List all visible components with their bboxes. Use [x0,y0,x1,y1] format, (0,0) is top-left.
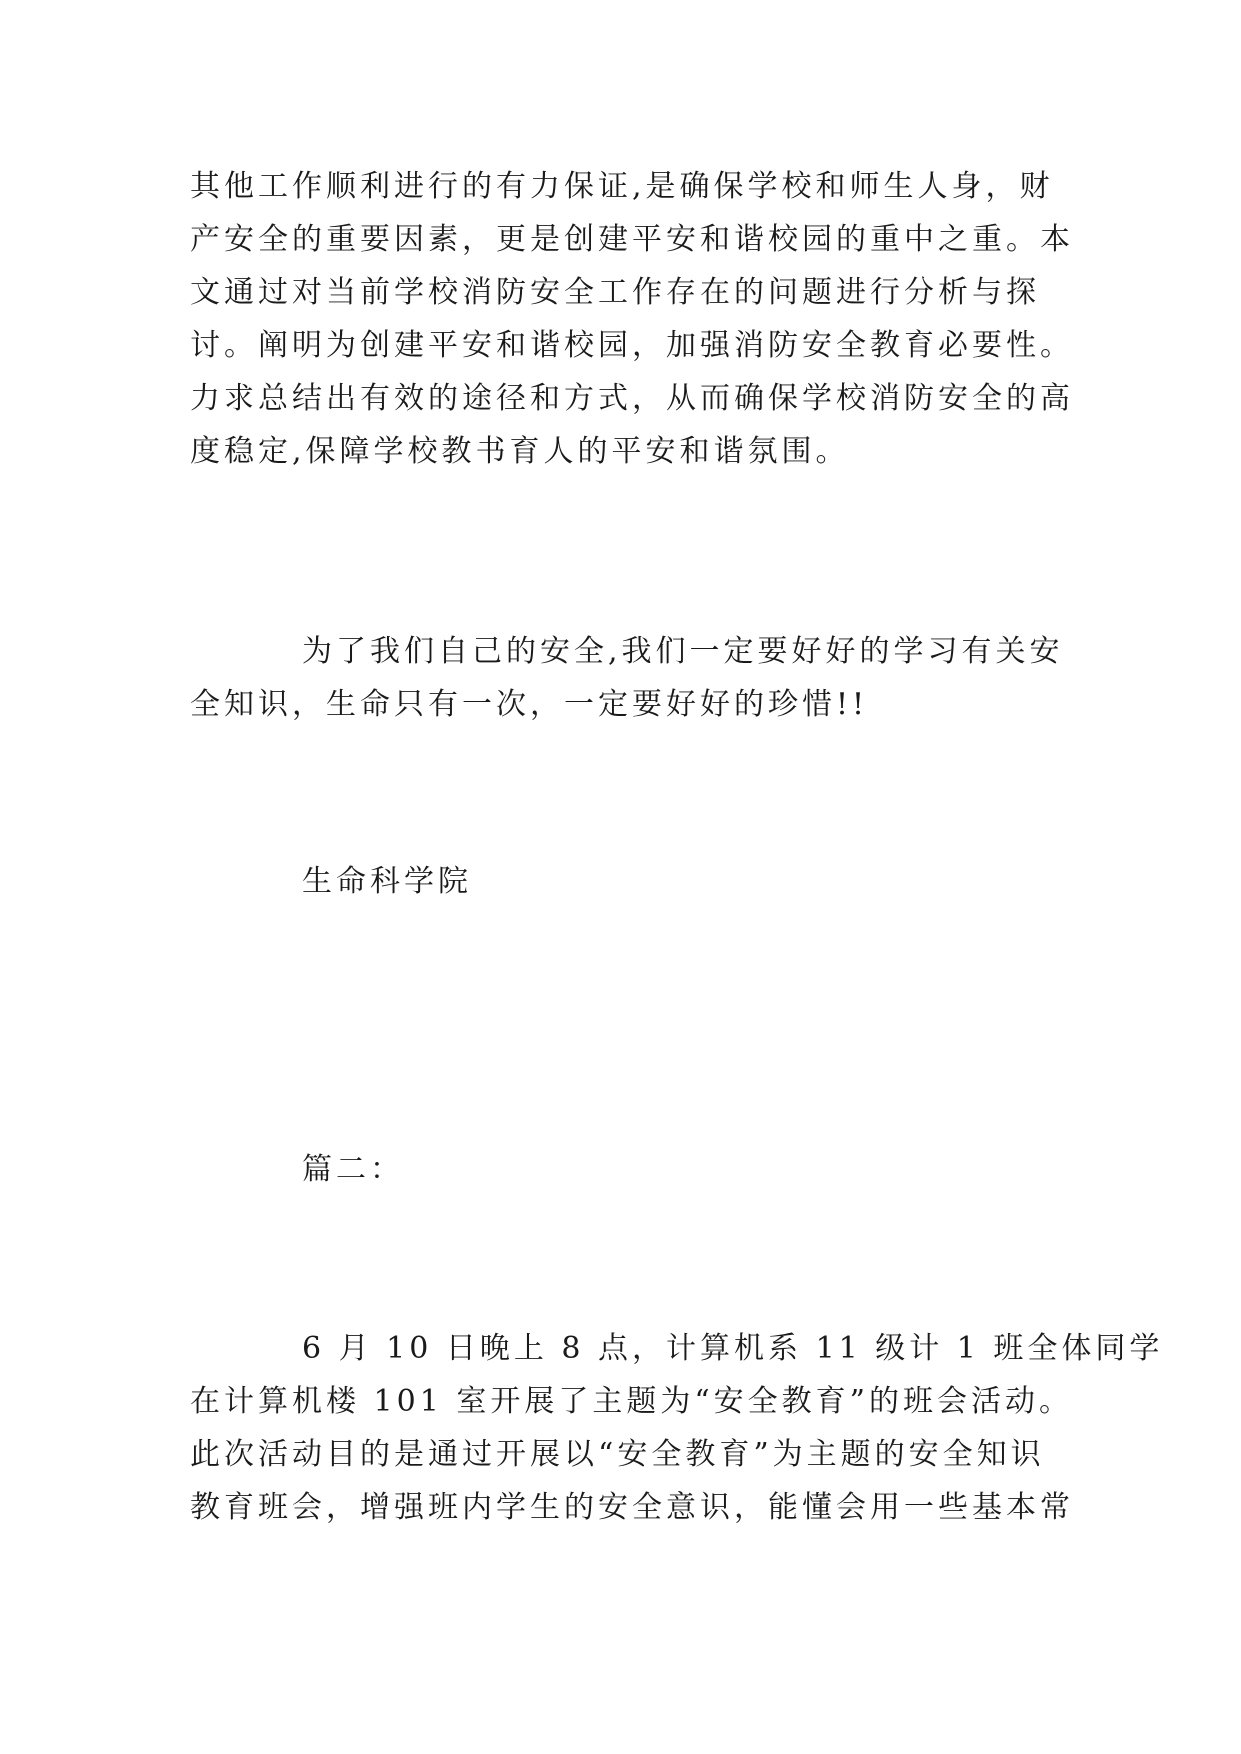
text-line: 在计算机楼 101 室开展了主题为“安全教育”的班会活动。 [190,1384,1074,1419]
body-paragraph-3 [190,1322,1164,1534]
text-line: 文通过对当前学校消防安全工作存在的问题进行分析与探 [190,275,1040,310]
text-line: 产安全的重要因素，更是创建平安和谐校园的重中之重。本 [190,222,1074,257]
signature: 生命科学院 [302,864,472,899]
text-line: 讨。阐明为创建平安和谐校园，加强消防安全教育必要性。 [190,328,1074,363]
text-line: 其他工作顺利进行的有力保证,是确保学校和师生人身，财 [190,169,1054,204]
body-paragraph-1 [190,160,1074,478]
text-line: 力求总结出有效的途径和方式，从而确保学校消防安全的高 [190,381,1074,416]
text-line: 全知识，生命只有一次，一定要好好的珍惜!! [190,687,869,722]
text-line: 此次活动目的是通过开展以“安全教育”为主题的安全知识 [190,1437,1045,1472]
text-line: 6 月 10 日晚上 8 点，计算机系 11 级计 1 班全体同学 [302,1331,1164,1366]
section-heading: 篇二： [302,1152,404,1187]
text-line: 教育班会，增强班内学生的安全意识，能懂会用一些基本常 [190,1490,1074,1525]
body-paragraph-2 [190,625,1064,731]
text-line: 为了我们自己的安全,我们一定要好好的学习有关安 [302,634,1064,669]
text-line: 度稳定,保障学校教书育人的平安和谐氛围。 [190,434,850,469]
